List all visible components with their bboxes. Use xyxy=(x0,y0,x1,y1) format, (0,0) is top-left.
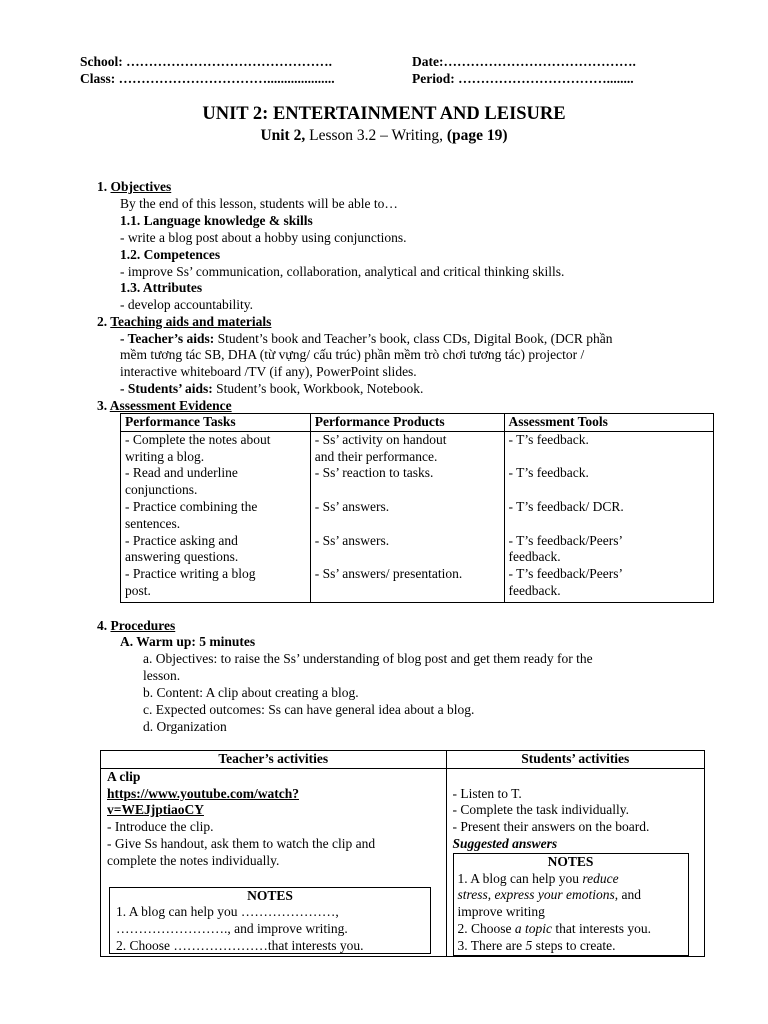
notes-box xyxy=(109,887,431,954)
cell-line: - Ss’ reaction to tasks. xyxy=(314,465,434,481)
teaching-title: Teaching aids and materials xyxy=(110,314,272,329)
column-header: Performance Tasks xyxy=(121,414,311,432)
cell-line: sentences. xyxy=(125,515,181,531)
cell-line xyxy=(315,583,500,600)
suggested-text: steps to create. xyxy=(532,937,616,953)
cell-line xyxy=(509,482,709,499)
lesson-name: Lesson 3.2 – Writing, xyxy=(305,127,447,144)
class-field: Class: …………………………….................... xyxy=(80,71,335,86)
cell-line: - Practice writing a blog xyxy=(125,566,256,582)
teacher-step: complete the notes individually. xyxy=(107,852,280,868)
suggested-text: 1. A blog can help you xyxy=(457,870,583,886)
suggested-answer: stress xyxy=(457,887,488,903)
objectives-1-3-text: - develop accountability. xyxy=(120,297,253,312)
objectives-num: 1. xyxy=(97,179,111,194)
teacher-aids-label: - Teacher’s aids: xyxy=(120,331,215,346)
suggested-text: 2. Choose xyxy=(457,920,515,936)
cell-line: post. xyxy=(125,582,151,598)
suggested-answer: 5 xyxy=(525,937,533,953)
products-cell xyxy=(310,431,504,602)
cell-line: - Practice combining the xyxy=(125,498,258,514)
objectives-intro: By the end of this lesson, students will be able to… xyxy=(120,196,398,211)
objectives-title: Objectives xyxy=(110,179,172,194)
teaching-heading xyxy=(97,313,271,330)
tasks-cell xyxy=(121,431,311,602)
teacher-activities-header: Teacher’s activities xyxy=(101,751,447,769)
student-step: - Present their answers on the board. xyxy=(452,819,650,835)
objectives-1-2: 1.2. Competences xyxy=(120,247,221,262)
cell-line: conjunctions. xyxy=(125,482,198,498)
assessment-heading xyxy=(97,397,232,414)
cell-line: - T’s feedback. xyxy=(508,431,589,447)
suggested-notes-title: NOTES xyxy=(547,853,594,869)
cell-line: - Ss’ answers. xyxy=(314,498,390,514)
cell-line: - Ss’ activity on handout xyxy=(314,431,447,447)
activities-header-row xyxy=(101,751,705,769)
lesson-title xyxy=(0,127,768,145)
cell-line: - T’s feedback/Peers’ xyxy=(508,532,623,548)
suggested-answer: reduce xyxy=(582,870,619,886)
cell-line: and their performance. xyxy=(314,448,438,464)
student-aids-label: - Students’ aids: xyxy=(120,381,213,396)
students-activities-header: Students’ activities xyxy=(446,751,704,769)
suggested-text: that interests you. xyxy=(552,920,651,936)
warmup-objectives: a. Objectives: to raise the Ss’ understanding of blog post and get them ready for the xyxy=(143,651,593,666)
notes-title: NOTES xyxy=(247,887,293,903)
column-header: Performance Products xyxy=(310,414,504,432)
cell-line: - Read and underline xyxy=(125,465,238,481)
warmup-outcomes: c. Expected outcomes: Ss can have general idea about a blog. xyxy=(143,702,475,717)
procedures-heading xyxy=(97,617,175,634)
cell-line: feedback. xyxy=(508,582,561,598)
suggested-line xyxy=(458,938,684,955)
clip-title: A clip xyxy=(107,768,141,784)
students-activities-cell xyxy=(446,768,704,956)
assessment-num: 3. xyxy=(97,398,110,413)
student-step: - Complete the task individually. xyxy=(452,802,629,818)
suggested-text: , xyxy=(487,887,495,903)
teacher-aids-line2: mềm tương tác SB, DHA (từ vựng/ cấu trúc) phần mềm trò chơi tương tác) projector / xyxy=(120,347,585,362)
procedures-num: 4. xyxy=(97,618,111,633)
cell-line xyxy=(315,549,500,566)
period-field: Period: ……………………………........ xyxy=(412,71,634,86)
teacher-aids-line3: interactive whiteboard /TV (if any), PowerPoint slides. xyxy=(120,364,417,379)
warmup-organization: d. Organization xyxy=(143,719,227,734)
cell-line: - Ss’ answers. xyxy=(314,532,390,548)
activities-table xyxy=(100,750,705,957)
objectives-1-2-text: - improve Ss’ communication, collaboration, analytical and critical thinking skills. xyxy=(120,264,565,279)
suggested-line: improve writing xyxy=(457,904,545,920)
assessment-title: Assessment Evidence xyxy=(109,398,232,413)
cell-line: - Practice asking and xyxy=(125,532,238,548)
suggested-line xyxy=(458,887,684,904)
teacher-aids-line1 xyxy=(120,330,613,347)
student-aids-line xyxy=(120,380,423,397)
cell-line xyxy=(509,449,709,466)
objectives-1-1: 1.1. Language knowledge & skills xyxy=(120,213,313,228)
activities-body-row xyxy=(101,768,705,956)
date-field: Date:……………………………………. xyxy=(412,54,636,69)
notes-line: ……………………., and improve writing. xyxy=(116,921,348,937)
teaching-num: 2. xyxy=(97,314,111,329)
suggested-line xyxy=(458,871,684,888)
cell-line: answering questions. xyxy=(125,549,239,565)
warmup-objectives-cont: lesson. xyxy=(143,668,181,683)
lesson-page: (page 19) xyxy=(446,127,508,144)
cell-line: - T’s feedback. xyxy=(508,465,589,481)
clip-link[interactable]: https://www.youtube.com/watch? xyxy=(107,785,300,801)
suggested-answer: express your emotions xyxy=(494,887,615,903)
objectives-1-1-text: - write a blog post about a hobby using conjunctions. xyxy=(120,230,407,245)
notes-line: 2. Choose …………………that interests you. xyxy=(116,937,364,953)
cell-line xyxy=(509,516,709,533)
student-aids-text: Student’s book, Workbook, Notebook. xyxy=(212,381,424,396)
cell-line xyxy=(315,482,500,499)
student-step: - Listen to T. xyxy=(452,785,522,801)
cell-line: feedback. xyxy=(508,549,561,565)
suggested-text: , and xyxy=(614,887,642,903)
clip-link-cont[interactable]: v=WEJjptiaoCY xyxy=(107,802,204,818)
unit-title: UNIT 2: ENTERTAINMENT AND LEISURE xyxy=(202,104,566,124)
school-field: School: ………………………………………. xyxy=(80,54,333,69)
cell-line: - Complete the notes about xyxy=(125,431,271,447)
warmup-heading: A. Warm up: 5 minutes xyxy=(120,634,256,649)
objectives-heading xyxy=(97,178,171,195)
cell-line xyxy=(315,516,500,533)
teacher-activities-cell xyxy=(101,768,447,956)
lesson-unit: Unit 2, xyxy=(260,127,306,144)
suggested-answer: a topic xyxy=(514,920,553,936)
suggested-notes-box xyxy=(453,853,689,956)
suggested-line xyxy=(458,921,684,938)
teacher-aids-text: Student’s book and Teacher’s book, class CDs, Digital Book, (DCR phần xyxy=(214,331,613,346)
tools-cell xyxy=(504,431,713,602)
cell-line: - T’s feedback/Peers’ xyxy=(508,566,623,582)
teacher-step: - Introduce the clip. xyxy=(107,819,214,835)
column-header: Assessment Tools xyxy=(504,414,713,432)
cell-line: - Ss’ answers/ presentation. xyxy=(314,566,463,582)
suggested-text: 3. There are xyxy=(457,937,526,953)
cell-line: writing a blog. xyxy=(125,448,205,464)
objectives-1-3: 1.3. Attributes xyxy=(120,280,203,295)
warmup-content: b. Content: A clip about creating a blog. xyxy=(143,685,359,700)
assessment-table xyxy=(120,413,714,603)
procedures-title: Procedures xyxy=(110,618,176,633)
assessment-body-row xyxy=(121,431,714,602)
notes-line: 1. A blog can help you …………………, xyxy=(116,904,339,920)
cell-line: - T’s feedback/ DCR. xyxy=(508,498,624,514)
suggested-answers-label: Suggested answers xyxy=(452,835,558,851)
assessment-header-row xyxy=(121,414,714,432)
teacher-step: - Give Ss handout, ask them to watch the clip and xyxy=(107,835,376,851)
